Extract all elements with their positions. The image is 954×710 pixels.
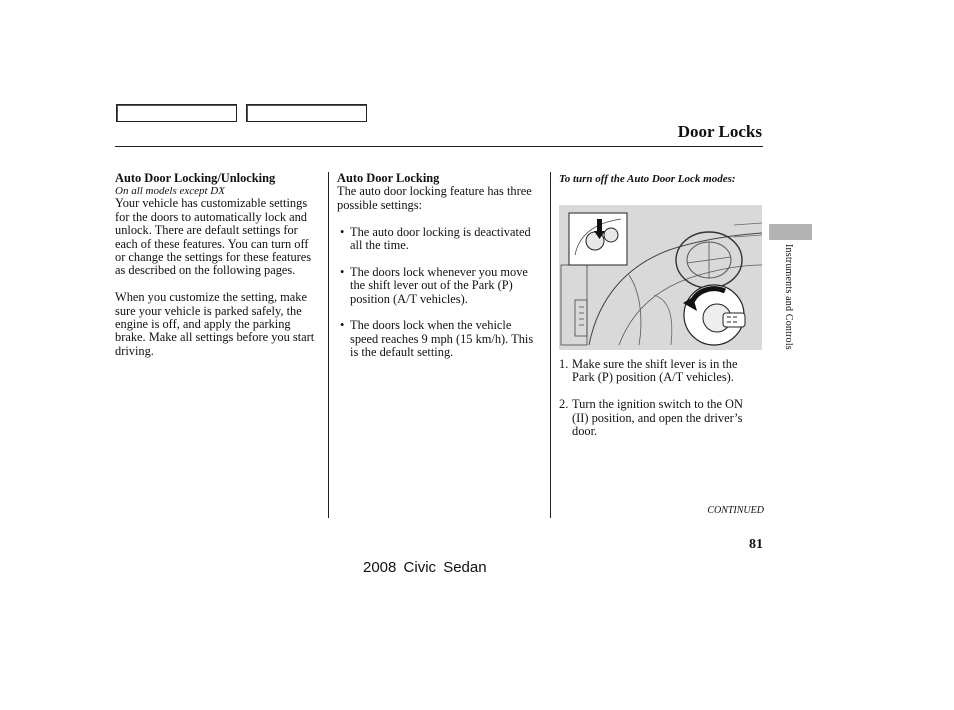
header-divider [115, 146, 763, 147]
list-item: 2. Turn the ignition switch to the ON (II) position, and open the driver’s door. [559, 397, 743, 439]
column-auto-door-locking [337, 172, 535, 360]
column-divider [550, 172, 551, 518]
nav-button-next[interactable] [246, 104, 367, 122]
list-item: • The doors lock whenever you move the shift lever out of the Park (P) position (A/T vehicles). [337, 266, 535, 306]
paragraph: Your vehicle has customizable settings for the doors to automatically lock and unlock. There are default settings for each of these features. You can turn off or change the settings for these features as described on the following pages. [115, 196, 312, 278]
list-item: 1. Make sure the shift lever is in the Park (P) position (A/T vehicles). [559, 357, 738, 385]
instructions-column [559, 358, 759, 438]
section-label: Instruments and Controls [783, 244, 794, 350]
nav-button-previous[interactable] [116, 104, 237, 122]
section-heading: Auto Door Locking/Unlocking [115, 171, 276, 185]
page-title: Door Locks [677, 122, 762, 141]
section-heading: Auto Door Locking [337, 171, 440, 185]
column-auto-door-locking-unlocking [115, 172, 321, 358]
paragraph: When you customize the setting, make sure your vehicle is parked safely, the engine is off, and apply the parking brake. Make all settings before you start driving. [115, 290, 315, 358]
section-subheading: On all models except DX [115, 185, 225, 198]
footer-model: 2008 Civic Sedan [363, 559, 487, 576]
settings-list [337, 226, 535, 360]
column-divider [328, 172, 329, 518]
list-item: • The doors lock when the vehicle speed reaches 9 mph (15 km/h). This is the default setting. [337, 319, 535, 359]
section-heading: To turn off the Auto Door Lock modes: [559, 173, 736, 185]
steps-list [559, 358, 759, 438]
section-tab[interactable] [769, 224, 812, 240]
dashboard-ignition-image [559, 205, 762, 350]
continued-label: CONTINUED [707, 505, 764, 516]
paragraph: The auto door locking feature has three possible settings: [337, 184, 532, 212]
dashboard-illustration [559, 205, 762, 350]
list-item: • The auto door locking is deactivated all the time. [337, 226, 535, 253]
page-number: 81 [749, 537, 763, 552]
